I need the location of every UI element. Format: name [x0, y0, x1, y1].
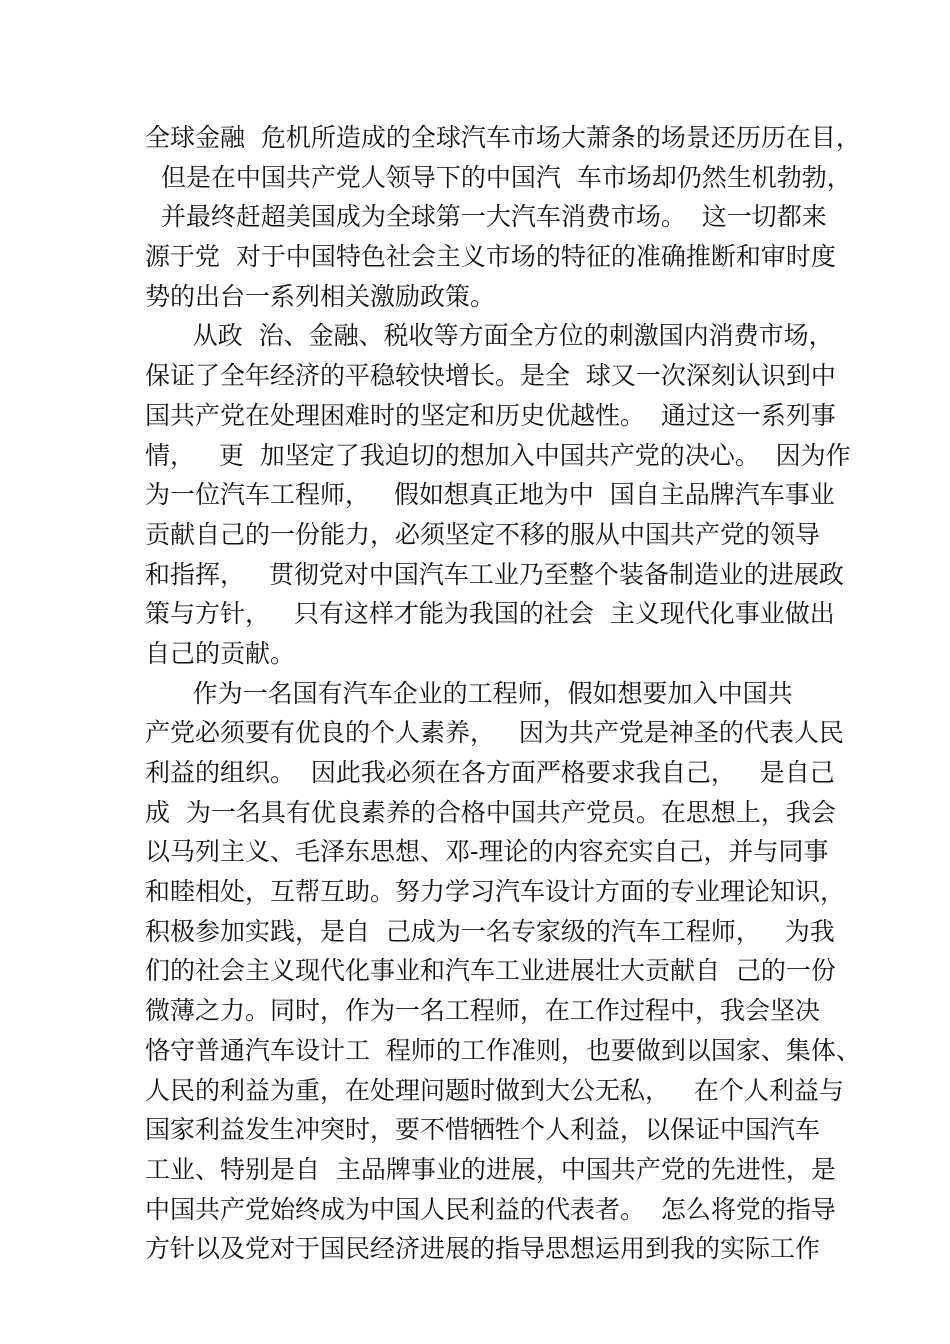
- text-line: 和睦相处，互帮互助。努力学习汽车设计方面的专业理论知识，: [145, 877, 846, 907]
- text-line: 微薄之力。同时，作为一名工程师，在工作过程中，我会坚决: [145, 996, 821, 1026]
- text-line: 情， 更 加坚定了我迫切的想加入中国共产党的决心。 因为作: [145, 440, 851, 470]
- text-line: 成 为一名具有优良素养的合格中国共产党员。在思想上，我会: [145, 797, 836, 827]
- text-line: 自己的贡献。: [145, 638, 296, 668]
- text-line: 策与方针， 只有这样才能为我国的社会 主义现代化事业做出: [145, 599, 835, 629]
- text-line: 为一位汽车工程师， 假如想真正地为中 国自主品牌汽车事业: [145, 480, 835, 510]
- text-line: 从政 治、金融、税收等方面全方位的刺激国内消费市场，: [145, 321, 834, 351]
- text-line: 和指挥， 贯彻党对中国汽车工业乃至整个装备制造业的进展政: [145, 559, 844, 589]
- text-line: 工业、特别是自 主品牌事业的进展，中国共产党的先进性，是: [145, 1154, 836, 1184]
- text-line: 势的出台一系列相关激励政策。: [145, 281, 496, 311]
- text-line: 中国共产党始终成为中国人民利益的代表者。 怎么将党的指导: [145, 1194, 836, 1224]
- body-text: [145, 118, 861, 1269]
- text-line: 们的社会主义现代化事业和汽车工业进展壮大贡献自 己的一份: [145, 956, 836, 986]
- text-line: 保证了全年经济的平稳较快增长。是全 球又一次深刻认识到中: [145, 361, 836, 391]
- text-line: 积极参加实践，是自 己成为一名专家级的汽车工程师， 为我: [145, 916, 835, 946]
- text-line: 国共产党在处理困难时的坚定和历史优越性。 通过这一系列事: [145, 400, 836, 430]
- text-line: 作为一名国有汽车企业的工程师，假如想要加入中国共: [145, 678, 793, 708]
- text-line: 全球金融 危机所造成的全球汽车市场大萧条的场景还历历在目，: [145, 123, 861, 152]
- text-line: 国家利益发生冲突时，要不惜牺牲个人利益，以保证中国汽车: [145, 1115, 821, 1145]
- text-line: 恪守普通汽车设计工 程师的工作准则，也要做到以国家、集体、: [145, 1035, 861, 1065]
- text-line: 人民的利益为重，在处理问题时做到大公无私， 在个人利益与: [145, 1075, 844, 1105]
- text-line: 利益的组织。 因此我必须在各方面严格要求我自己， 是自己: [145, 758, 835, 787]
- text-line: 产党必须要有优良的个人素养， 因为共产党是神圣的代表人民: [145, 718, 844, 748]
- text-line: 但是在中国共产党人领导下的中国汽 车市场却仍然生机勃勃，: [145, 162, 852, 192]
- text-line: 方针以及党对于国民经济进展的指导思想运用到我的实际工作: [145, 1234, 821, 1264]
- text-line: 以马列主义、毛泽东思想、邓-理论的内容充实自己，并与同事: [145, 837, 829, 867]
- text-line: 贡献自己的一份能力，必须坚定不移的服从中国共产党的领导: [145, 519, 821, 549]
- text-line: 源于党 对于中国特色社会主义市场的特征的准确推断和审时度: [145, 242, 836, 272]
- text-line: 并最终赶超美国成为全球第一大汽车消费市场。 这一切都来: [145, 202, 827, 232]
